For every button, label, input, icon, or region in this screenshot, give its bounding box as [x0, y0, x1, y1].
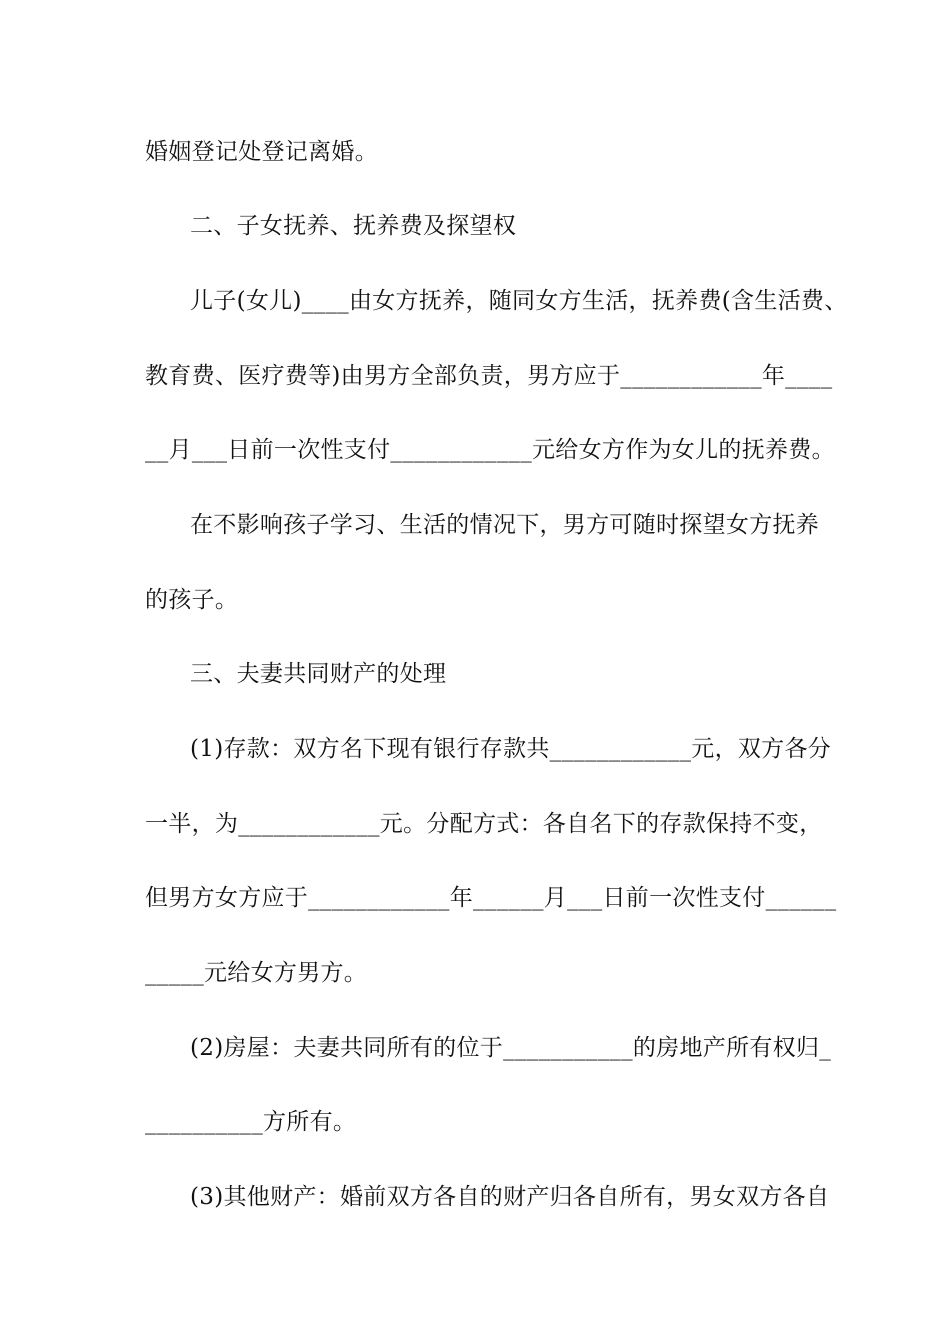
text-line: 教育费、医疗费等)由男方全部负责，男方应于____________年____	[145, 363, 833, 389]
text-line: 婚姻登记处登记离婚。	[145, 139, 378, 165]
text-line: 但男方女方应于____________年______月___日前一次性支付______	[145, 885, 837, 911]
text-line: 一半，为____________元。分配方式：各自名下的存款保持不变，	[145, 811, 823, 837]
section-heading: 三、夫妻共同财产的处理	[190, 661, 447, 687]
section-heading: 二、子女抚养、抚养费及探望权	[190, 213, 517, 239]
text-line: _____元给女方男方。	[145, 960, 368, 986]
text-line: 的孩子。	[145, 587, 239, 613]
text-line: 儿子(女儿)____由女方抚养，随同女方生活，抚养费(含生活费、	[190, 288, 848, 314]
text-line: __月___日前一次性支付____________元给女方作为女儿的抚养费。	[145, 437, 835, 463]
text-line: (2)房屋：夫妻共同所有的位于___________的房地产所有权归_	[190, 1035, 832, 1061]
text-line: __________方所有。	[145, 1109, 357, 1135]
text-line: (3)其他财产：婚前双方各自的财产归各自所有，男女双方各自	[190, 1184, 830, 1210]
text-line: (1)存款：双方名下现有银行存款共____________元，双方各分	[190, 736, 832, 762]
text-line: 在不影响孩子学习、生活的情况下，男方可随时探望女方抚养	[190, 512, 820, 538]
